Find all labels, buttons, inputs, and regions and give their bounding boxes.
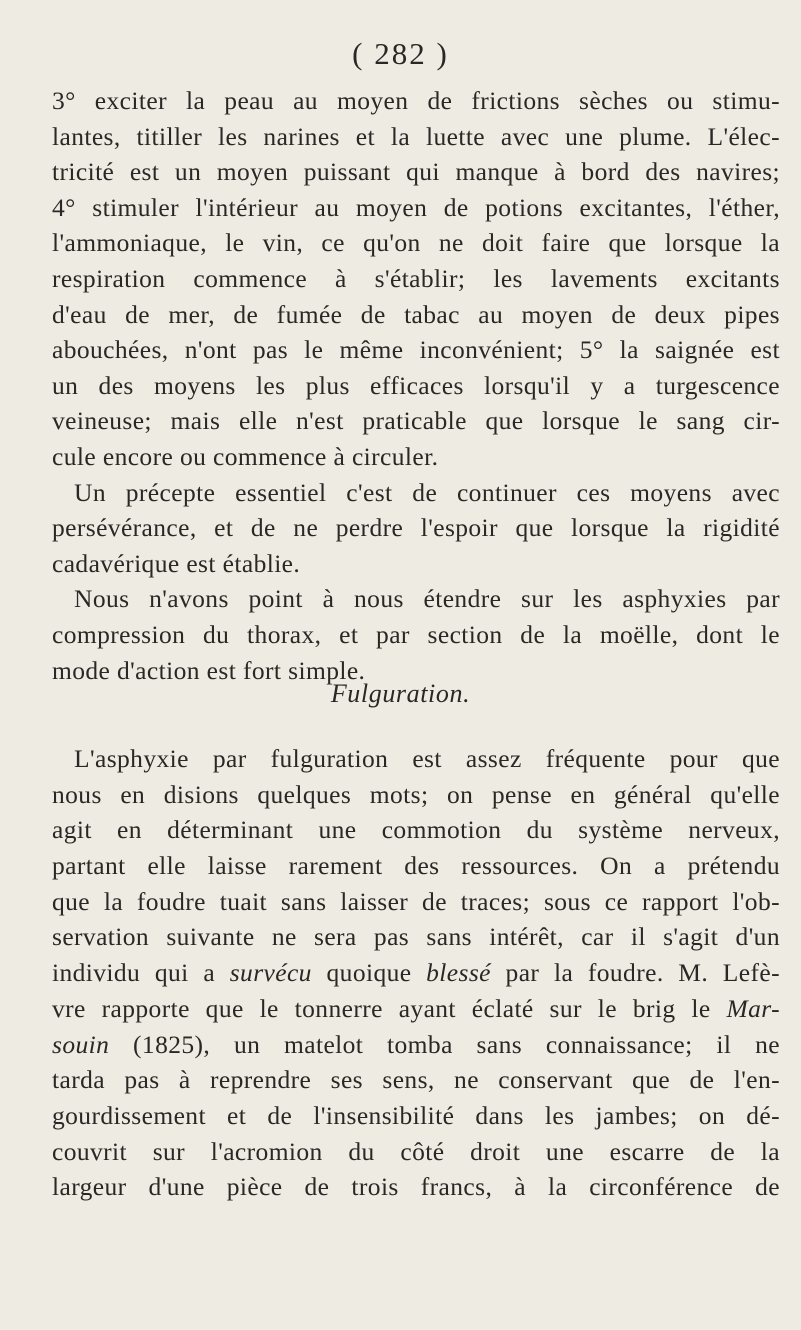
text-line: veineuse; mais elle n'est praticable que lorsque le sang cir- (52, 406, 780, 436)
text-line: cadavérique est établie. (52, 548, 301, 578)
text-line: d'eau de mer, de fumée de tabac au moyen de deux pipes (52, 299, 780, 329)
text-line: tricité est un moyen puissant qui manque à bord des navires; (52, 157, 780, 187)
text-fragment: vre rapporte que le tonnerre ayant éclaté sur le brig le (52, 993, 727, 1023)
text-fragment: par la foudre. M. Lefè- (490, 958, 780, 988)
text-line: abouchées, n'ont pas le même inconvénient; 5° la saignée est (52, 335, 780, 365)
text-line: que la foudre tuait sans laisser de traces; sous ce rapport l'ob- (52, 886, 780, 916)
text-line (52, 955, 780, 991)
paragraph-remedies (52, 83, 780, 688)
text-line: L'asphyxie par fulguration est assez fréquente pour que (74, 744, 780, 773)
paragraph-fulguration (52, 741, 780, 1205)
text-line: couvrit sur l'acromion du côté droit une escarre de la (52, 1136, 780, 1166)
text-line: compression du thorax, et par section de la moëlle, dont le (52, 619, 780, 649)
italic-word: blessé (426, 958, 491, 988)
text-line (52, 1027, 780, 1063)
section-heading: Fulguration. (330, 679, 471, 708)
text-fragment: (1825), un matelot tomba sans connaissance; il ne (109, 1029, 780, 1059)
text-line: un des moyens les plus efficaces lorsqu'il y a turgescence (52, 370, 780, 400)
text-line: gourdissement et de l'insensibilité dans les jambes; on dé- (52, 1100, 780, 1130)
text-line: Un précepte essentiel c'est de continuer ces moyens avec (74, 477, 780, 507)
text-line: persévérance, et de ne perdre l'espoir que lorsque la rigidité (52, 513, 780, 543)
text-fragment: quoique (311, 958, 427, 988)
text-line: mode d'action est fort simple. (52, 655, 366, 685)
page-number: ( 282 ) (352, 36, 449, 71)
text-line: agit en déterminant une commotion du système nerveux, (52, 815, 780, 845)
text-line (52, 991, 780, 1027)
text-line: servation suivante ne sera pas sans intérêt, car il s'agit d'un (52, 922, 780, 952)
text-fragment: individu qui a (52, 958, 230, 988)
text-line: l'ammoniaque, le vin, ce qu'on ne doit faire que lorsque la (52, 228, 780, 258)
italic-word: souin (52, 1029, 110, 1059)
text-line: nous en disions quelques mots; on pense en général qu'elle (52, 779, 780, 809)
italic-word: Mar- (726, 993, 780, 1023)
text-line: partant elle laisse rarement des ressources. On a prétendu (52, 851, 780, 881)
text-line: Nous n'avons point à nous étendre sur les asphyxies par (74, 584, 780, 614)
italic-word: survécu (229, 958, 312, 988)
text-line: lantes, titiller les narines et la luette avec une plume. L'élec- (52, 121, 780, 151)
text-line: respiration commence à s'établir; les lavements excitants (52, 263, 780, 293)
text-line: cule encore ou commence à circuler. (52, 441, 439, 471)
text-line: tarda pas à reprendre ses sens, ne conservant que de l'en- (52, 1065, 780, 1095)
text-line: largeur d'une pièce de trois francs, à la circonférence de (52, 1172, 780, 1202)
text-line: 4° stimuler l'intérieur au moyen de potions excitantes, l'éther, (52, 192, 780, 222)
text-line: 3° exciter la peau au moyen de frictions sèches ou stimu- (52, 86, 780, 115)
